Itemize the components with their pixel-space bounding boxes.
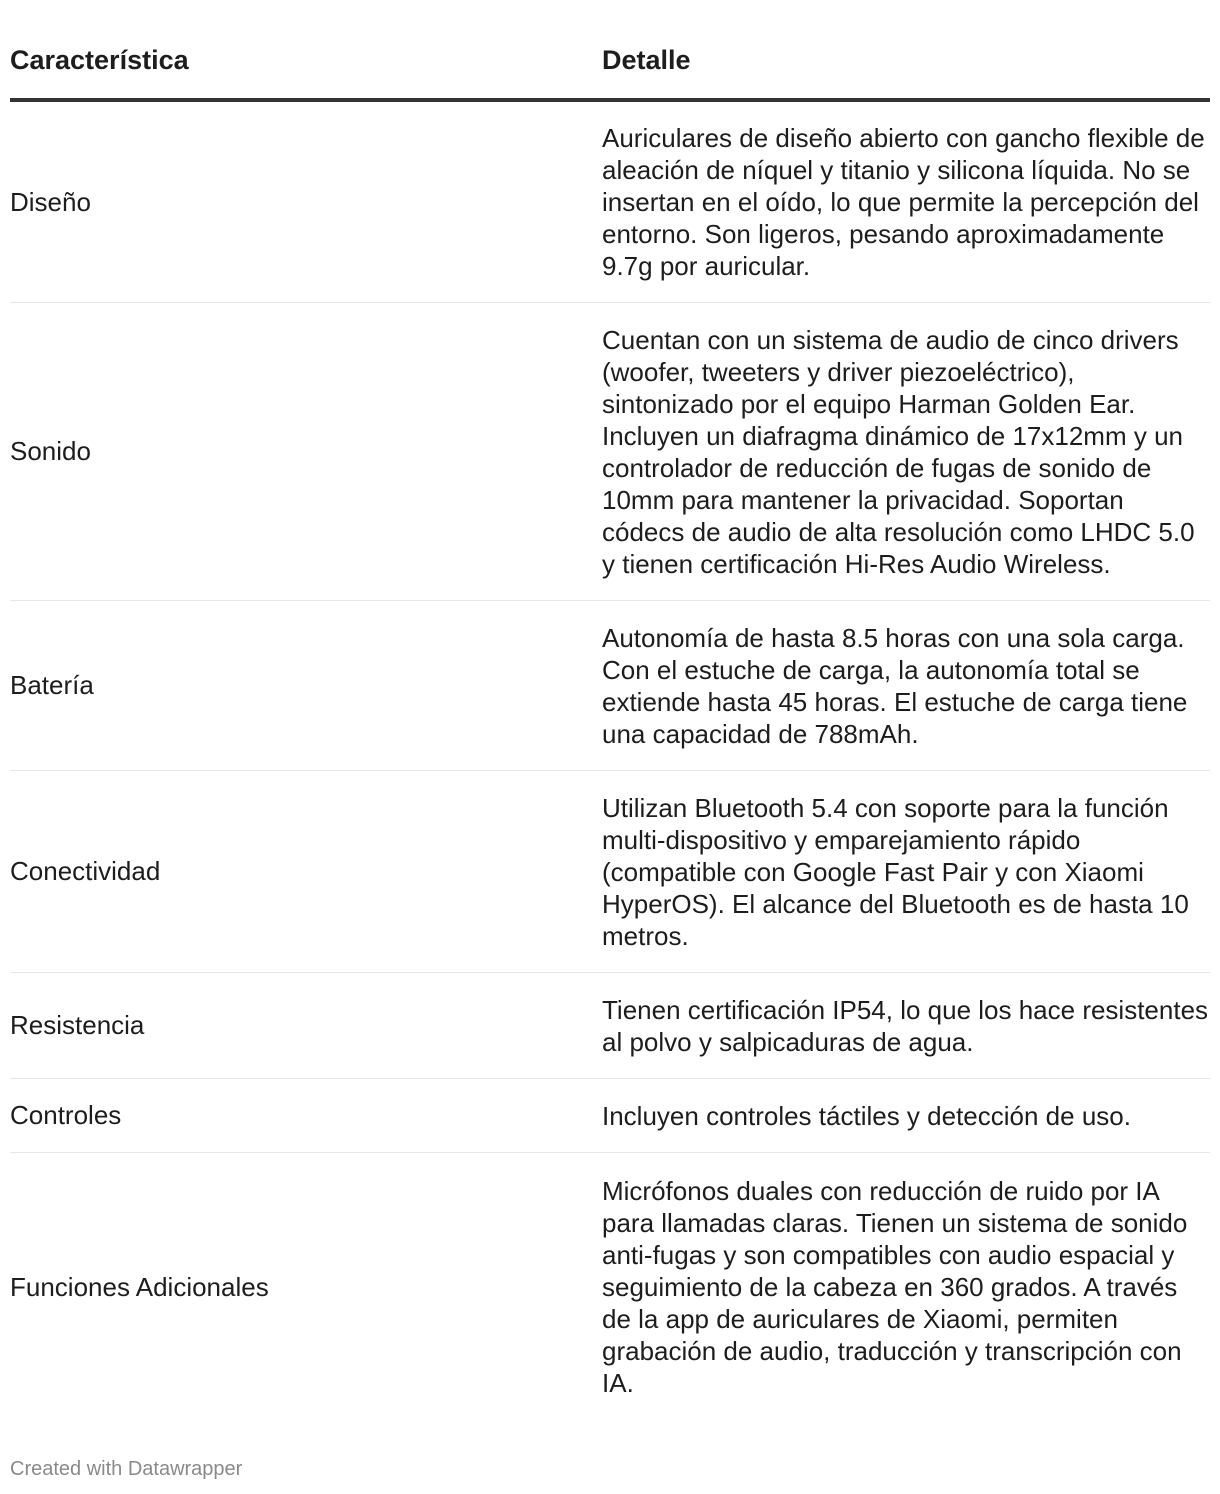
row-feature: Batería — [10, 670, 94, 700]
header-feature: Característica — [10, 44, 189, 75]
row-detail: Micrófonos duales con reducción de ruido por IA para llamadas claras. Tienen un sistema de sonido anti-fugas y son compatibles con audio espacial y seguimiento de la cabeza en 360 grados. A través de la app de auriculares de Xiaomi, permiten grabación de audio, traducción y transcripción con IA. — [602, 1176, 1188, 1398]
row-feature: Sonido — [10, 436, 91, 466]
table-row — [10, 102, 1210, 303]
table-row — [10, 973, 1210, 1079]
row-detail: Utilizan Bluetooth 5.4 con soporte para la función multi-dispositivo y emparejamiento rápido (compatible con Google Fast Pair y con Xiaomi HyperOS). El alcance del Bluetooth es de hasta 10 metros. — [602, 792, 1189, 951]
header-detail: Detalle — [602, 44, 691, 75]
row-feature: Diseño — [10, 186, 91, 217]
table-row — [10, 771, 1210, 973]
row-feature: Resistencia — [10, 1010, 145, 1040]
feature-table — [10, 28, 1210, 1421]
row-detail: Auriculares de diseño abierto con gancho flexible de aleación de níquel y titanio y silicona líquida. No se insertan en el oído, lo que permite la percepción del entorno. Son ligeros, pesando aproximadamente 9.7g por auricular. — [602, 123, 1205, 281]
row-detail: Incluyen controles táctiles y detección de uso. — [602, 1100, 1131, 1131]
row-detail: Tienen certificación IP54, lo que los hace resistentes al polvo y salpicaduras de agua. — [602, 994, 1209, 1057]
table-row — [10, 1079, 1210, 1153]
row-feature: Conectividad — [10, 856, 161, 886]
datawrapper-credit: Created with Datawrapper — [10, 1458, 243, 1480]
row-feature: Funciones Adicionales — [10, 1271, 269, 1302]
table-row — [10, 601, 1210, 771]
table-header — [10, 28, 1210, 102]
table-row — [10, 1153, 1210, 1421]
table-row — [10, 303, 1210, 601]
row-detail: Autonomía de hasta 8.5 horas con una sola carga. Con el estuche de carga, la autonomía total se extiende hasta 45 horas. El estuche de carga tiene una capacidad de 788mAh. — [602, 622, 1188, 749]
row-feature: Controles — [10, 1100, 122, 1130]
row-detail: Cuentan con un sistema de audio de cinco drivers (woofer, tweeters y driver piezoeléctrico), sintonizado por el equipo Harman Golden Ear. Incluyen un diafragma dinámico de 17x12mm y un controlador de reducción de fugas de sonido de 10mm para mantener la privacidad. Soportan códecs de audio de alta resolución como LHDC 5.0 y tienen certificación Hi-Res Audio Wireless. — [602, 324, 1195, 579]
